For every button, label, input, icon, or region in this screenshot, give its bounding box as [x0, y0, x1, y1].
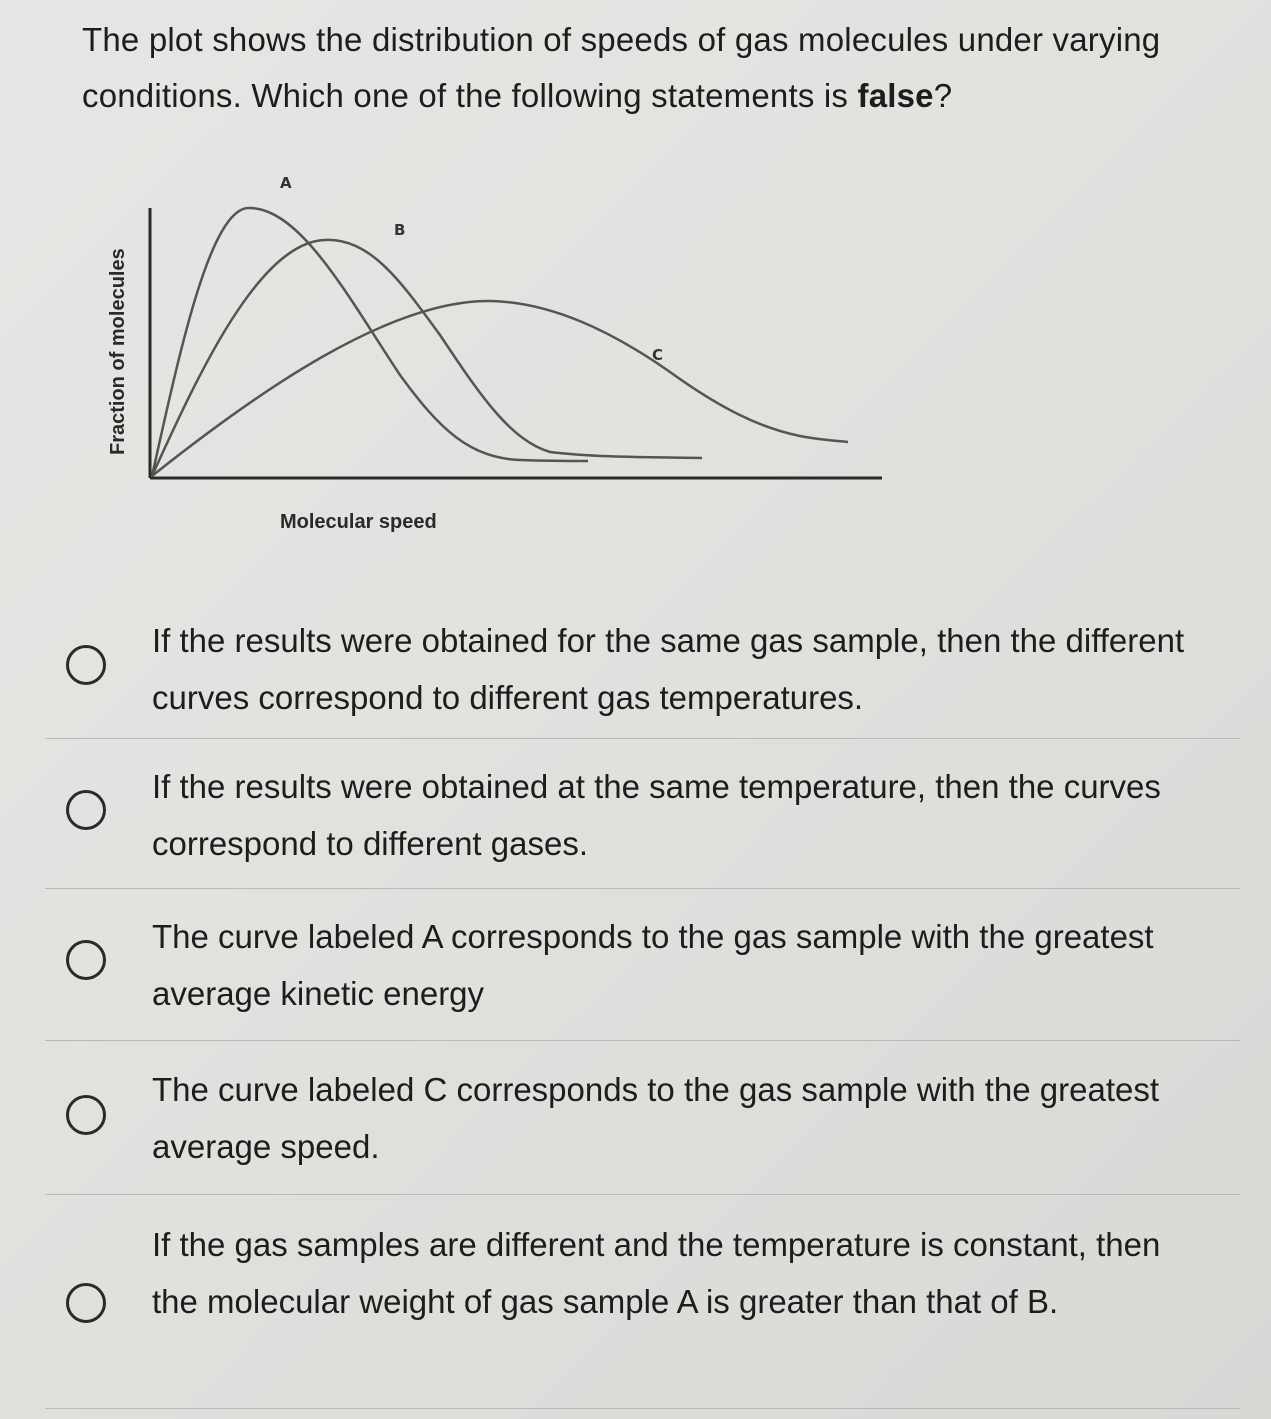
- radio-button[interactable]: [66, 1095, 106, 1135]
- question-text: [82, 12, 1182, 124]
- option-4-text[interactable]: The curve labeled C corresponds to the gas sample with the greatest average speed.: [152, 1071, 1160, 1165]
- option-3-text[interactable]: The curve labeled A corresponds to the gas sample with the greatest average kinetic energy: [152, 918, 1154, 1012]
- curve-c: [152, 301, 848, 476]
- option-2-text[interactable]: If the results were obtained at the same temperature, then the curves correspond to different gases.: [152, 768, 1161, 862]
- distribution-plot: [100, 160, 900, 540]
- radio-button[interactable]: [66, 790, 106, 830]
- curve-a-label: A: [280, 174, 292, 192]
- y-axis-label: Fraction of molecules: [107, 248, 129, 455]
- question-emphasis: false: [857, 77, 934, 114]
- x-axis-label: Molecular speed: [280, 511, 437, 533]
- speed-distribution-figure: [100, 160, 900, 540]
- curve-c-label: C: [652, 346, 664, 364]
- option-1-text[interactable]: If the results were obtained for the same gas sample, then the different curves correspond to different gas temperatures.: [152, 622, 1185, 716]
- curve-b: [152, 240, 702, 476]
- option-divider: [45, 1040, 1240, 1041]
- option-divider: [45, 888, 1240, 889]
- option-5-text[interactable]: If the gas samples are different and the temperature is constant, then the molecular weight of gas sample A is greater than that of B.: [152, 1226, 1161, 1320]
- radio-button[interactable]: [66, 645, 106, 685]
- radio-button[interactable]: [66, 940, 106, 980]
- curve-b-label: B: [394, 221, 406, 239]
- option-divider: [45, 738, 1240, 739]
- option-divider: [45, 1408, 1240, 1409]
- question-body: The plot shows the distribution of speeds of gas molecules under varying conditions. Which one of the following statements is: [82, 21, 1161, 114]
- question-end: ?: [933, 77, 953, 114]
- option-divider: [45, 1194, 1240, 1195]
- radio-button[interactable]: [66, 1283, 106, 1323]
